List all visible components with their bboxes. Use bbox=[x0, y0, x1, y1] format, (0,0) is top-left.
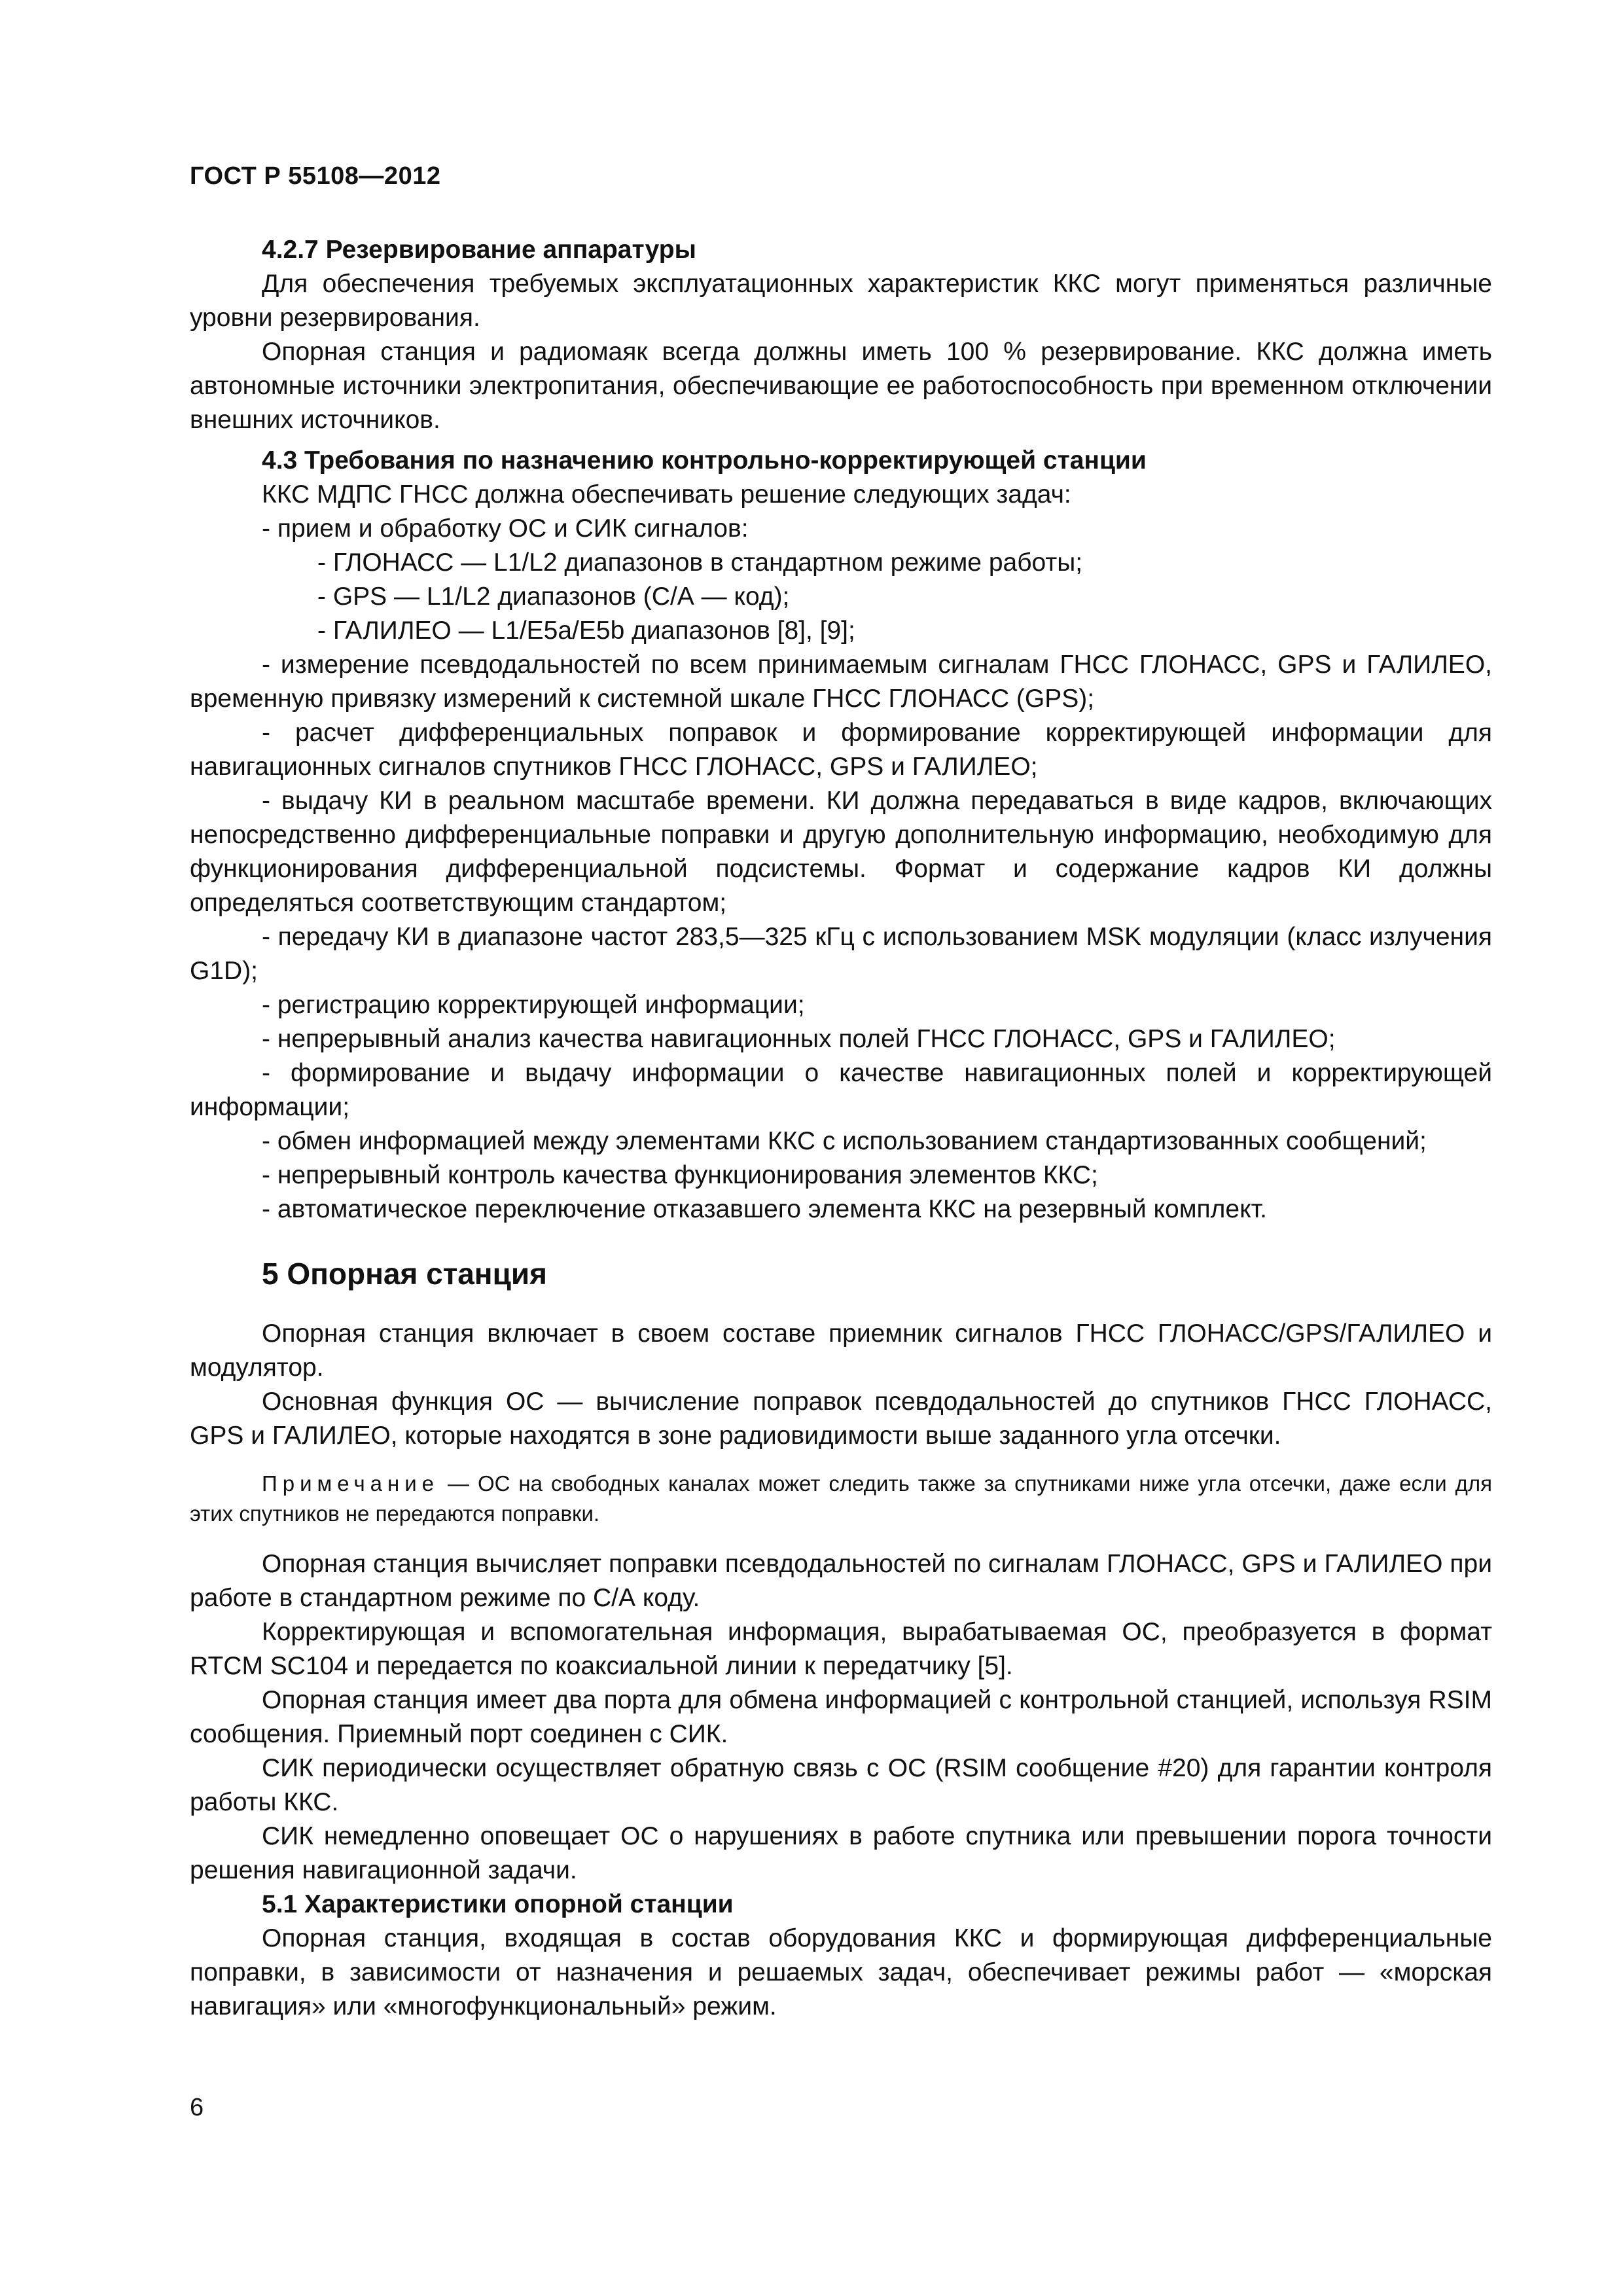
list-item: - регистрацию корректирующей информации; bbox=[262, 991, 805, 1019]
paragraph: СИК периодически осуществляет обратную связь с ОС (RSIM сообщение #20) для гарантии контроля работы ККС. bbox=[190, 1754, 1492, 1816]
list-item: - передачу КИ в диапазоне частот 283,5—325 кГц с использованием MSK модуляции (класс излучения G1D); bbox=[190, 923, 1492, 985]
paragraph: Основная функция ОС — вычисление поправок псевдодальностей до спутников ГНСС ГЛОНАСС, GPS и ГАЛИЛЕО, которые находятся в зоне радиовидимости выше заданного угла отсечки. bbox=[190, 1388, 1492, 1450]
list-item: - непрерывный анализ качества навигационных полей ГНСС ГЛОНАСС, GPS и ГАЛИЛЕО; bbox=[262, 1025, 1336, 1053]
document-header: ГОСТ Р 55108—2012 bbox=[190, 162, 441, 190]
note-label: Примечание bbox=[262, 1471, 440, 1496]
list-item: - расчет дифференциальных поправок и формирование корректирующей информации для навигационных сигналов спутников ГНСС ГЛОНАСС, GPS и ГАЛИЛЕО; bbox=[190, 719, 1492, 781]
note bbox=[190, 1469, 1492, 1529]
paragraph: Опорная станция имеет два порта для обмена информацией с контрольной станцией, используя RSIM сообщения. Приемный порт соединен с СИК. bbox=[190, 1686, 1492, 1748]
paragraph: Опорная станция включает в своем составе приемник сигналов ГНСС ГЛОНАСС/GPS/ГАЛИЛЕО и модулятор. bbox=[190, 1319, 1492, 1382]
list-item: - прием и обработку ОС и СИК сигналов: bbox=[262, 514, 749, 543]
paragraph: Для обеспечения требуемых эксплуатационных характеристик ККС могут применяться различные уровни резервирования. bbox=[190, 270, 1492, 332]
sub-list-item: - GPS — L1/L2 диапазонов (С/А — код); bbox=[317, 583, 790, 611]
sub-list-item: - ГАЛИЛЕО — L1/E5a/E5b диапазонов [8], [9]; bbox=[317, 617, 855, 645]
document-body bbox=[190, 233, 1492, 2024]
paragraph: Опорная станция и радиомаяк всегда должны иметь 100 % резервирование. ККС должна иметь автономные источники электропитания, обеспечивающие ее работоспособность при временном отключении внешних источников. bbox=[190, 338, 1492, 434]
section-heading-5-1: 5.1 Характеристики опорной станции bbox=[262, 1890, 734, 1918]
section-heading-4-2-7: 4.2.7 Резервирование аппаратуры bbox=[262, 236, 696, 264]
paragraph: Опорная станция вычисляет поправки псевдодальностей по сигналам ГЛОНАСС, GPS и ГАЛИЛЕО при работе в стандартном режиме по С/А коду. bbox=[190, 1550, 1492, 1612]
list-item: - непрерывный контроль качества функционирования элементов ККС; bbox=[262, 1161, 1098, 1189]
paragraph: Корректирующая и вспомогательная информация, вырабатываемая ОС, преобразуется в формат RTCM SC104 и передается по коаксиальной линии к передатчику [5]. bbox=[190, 1618, 1492, 1680]
sub-list-item: - ГЛОНАСС — L1/L2 диапазонов в стандартном режиме работы; bbox=[317, 548, 1083, 577]
note-text: — ОС на свободных каналах может следить также за спутниками ниже угла отсечки, даже если для этих спутников не передаются поправки. bbox=[190, 1471, 1492, 1526]
list-item: - измерение псевдодальностей по всем принимаемым сигналам ГНСС ГЛОНАСС, GPS и ГАЛИЛЕО, временную привязку измерений к системной шкале ГНСС ГЛОНАСС (GPS); bbox=[190, 651, 1492, 713]
paragraph: ККС МДПС ГНСС должна обеспечивать решение следующих задач: bbox=[262, 480, 1071, 509]
paragraph: Опорная станция, входящая в состав оборудования ККС и формирующая дифференциальные поправки, в зависимости от назначения и решаемых задач, обеспечивает режимы работ — «морская навигация» или «многофункциональный» режим. bbox=[190, 1924, 1492, 2020]
section-heading-5: 5 Опорная станция bbox=[262, 1257, 547, 1291]
page-number: 6 bbox=[190, 2094, 204, 2121]
section-heading-4-3: 4.3 Требования по назначению контрольно-корректирующей станции bbox=[262, 446, 1147, 475]
list-item: - формирование и выдачу информации о качестве навигационных полей и корректирующей информации; bbox=[190, 1059, 1492, 1121]
list-item: - обмен информацией между элементами ККС с использованием стандартизованных сообщений; bbox=[262, 1127, 1427, 1155]
list-item: - выдачу КИ в реальном масштабе времени. КИ должна передаваться в виде кадров, включающих непосредственно дифференциальные поправки и другую дополнительную информацию, необходимую для функционирования дифференциальной подсистемы. Формат и содержание кадров КИ должны определяться соответствующим стандартом; bbox=[190, 787, 1492, 917]
paragraph: СИК немедленно оповещает ОС о нарушениях в работе спутника или превышении порога точности решения навигационной задачи. bbox=[190, 1822, 1492, 1884]
list-item: - автоматическое переключение отказавшего элемента ККС на резервный комплект. bbox=[262, 1195, 1267, 1223]
